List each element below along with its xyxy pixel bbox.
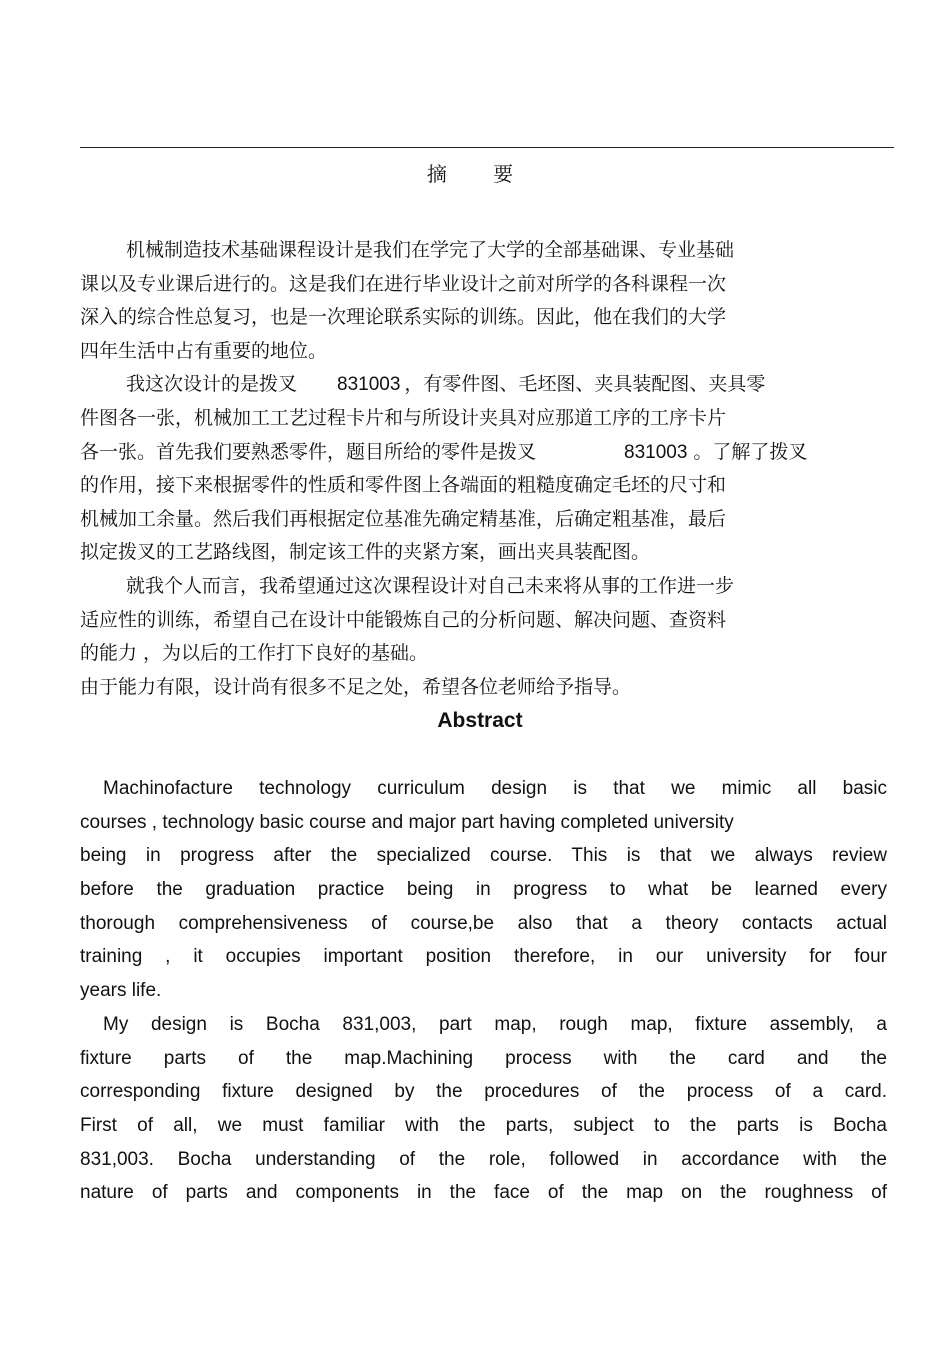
english-abstract-title: Abstract <box>437 709 523 732</box>
cn-p2-line-1 <box>80 368 880 402</box>
cn-p3-line-2: 适应性的训练，希望自己在设计中能锻炼自己的分析问题、解决问题、查资料 <box>80 608 727 631</box>
cn-p2-line-2: 件图各一张，机械加工工艺过程卡片和与所设计夹具对应那道工序的工序卡片 <box>80 406 727 429</box>
en-p1-line-3: being in progress after the specialized course. This is that we always review <box>80 845 887 867</box>
cn-p2-line-3 <box>80 436 880 470</box>
cn-p3-line-3: 的能力 ，为以后的工作打下良好的基础。 <box>80 642 429 665</box>
en-p2-line-3: corresponding fixture designed by the procedures of the process of a card. <box>80 1081 887 1103</box>
cn-p2-part-number: 831003 <box>337 374 401 396</box>
cn-p3-line-1: 就我个人而言，我希望通过这次课程设计对自己未来将从事的工作进一步 <box>126 574 735 597</box>
cn-p1-line-4: 四年生活中占有重要的地位。 <box>80 339 328 362</box>
cn-p1-line-2: 课以及专业课后进行的。这是我们在进行毕业设计之前对所学的各科课程一次 <box>80 272 727 295</box>
en-p2-line-5: 831,003. Bocha understanding of the role, followed in accordance with the <box>80 1148 887 1170</box>
cn-p2-text-d: 。了解了拨叉 <box>693 440 808 463</box>
cn-p4-line-1: 由于能力有限，设计尚有很多不足之处，希望各位老师给予指导。 <box>80 675 632 698</box>
cn-p2-text-a: 我这次设计的是拨叉 <box>126 373 298 396</box>
en-p1-line-6: training , it occupies important position therefore, in our university for four <box>80 946 887 968</box>
cn-p2-line-5: 机械加工余量。然后我们再根据定位基准先确定精基准，后确定粗基准，最后 <box>80 507 727 530</box>
en-p1-line-5: thorough comprehensiveness of course,be also that a theory contacts actual <box>80 912 887 934</box>
en-p1-line-7: years life. <box>80 980 162 1002</box>
cn-p2-part-number-2: 831003 <box>624 441 688 463</box>
cn-p2-text-b: ，有零件图、毛坯图、夹具装配图、夹具零 <box>404 373 766 396</box>
en-p2-line-4: First of all, we must familiar with the parts, subject to the parts is Bocha <box>80 1114 887 1136</box>
header-rule <box>80 147 894 148</box>
cn-p2-line-6: 拟定拨叉的工艺路线图，制定该工件的夹紧方案，画出夹具装配图。 <box>80 541 651 564</box>
en-p2-line-1: My design is Bocha 831,003, part map, rough map, fixture assembly, a <box>103 1013 887 1035</box>
cn-p1-line-3: 深入的综合性总复习，也是一次理论联系实际的训练。因此，他在我们的大学 <box>80 306 727 329</box>
chinese-abstract-title: 摘 要 <box>426 162 534 186</box>
cn-p2-line-4: 的作用，接下来根据零件的性质和零件图上各端面的粗糙度确定毛坯的尺寸和 <box>80 474 727 497</box>
cn-p1-line-1: 机械制造技术基础课程设计是我们在学完了大学的全部基础课、专业基础 <box>126 239 735 261</box>
en-p2-line-6: nature of parts and components in the face of the map on the roughness of <box>80 1182 887 1204</box>
chinese-abstract-body <box>80 234 880 704</box>
cn-p2-text-c: 各一张。首先我们要熟悉零件，题目所给的零件是拨叉 <box>80 440 537 463</box>
en-p1-line-1: Machinofacture technology curriculum design is that we mimic all basic <box>103 778 887 799</box>
en-p1-line-4: before the graduation practice being in progress to what be learned every <box>80 879 887 901</box>
english-abstract-body <box>80 772 887 1210</box>
en-p2-line-2: fixture parts of the map.Machining process with the card and the <box>80 1047 887 1069</box>
en-p1-line-2: courses , technology basic course and major part having completed university <box>80 811 734 833</box>
